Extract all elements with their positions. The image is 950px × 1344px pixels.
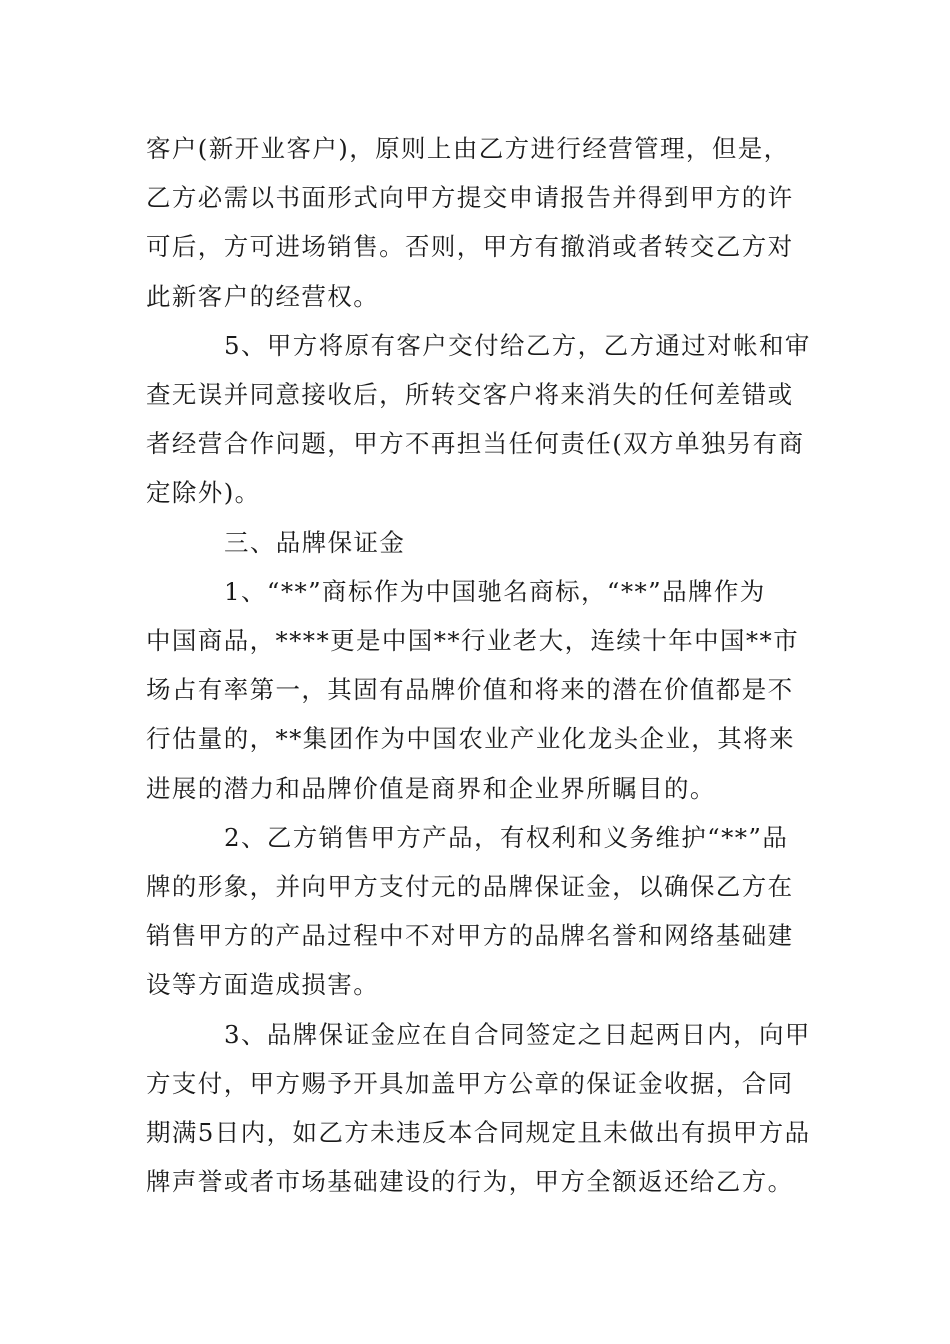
text-line: 进展的潜力和品牌价值是商界和企业界所瞩目的。 (146, 773, 716, 803)
paragraph-item-3 (146, 1010, 811, 1207)
section-heading-brand-deposit (146, 518, 806, 567)
text-line: 中国商品，****更是中国**行业老大，连续十年中国**市 (146, 626, 800, 656)
text-line: 此新客户的经营权。 (146, 281, 380, 311)
text-line: 方支付，甲方赐予开具加盖甲方公章的保证金收据，合同 (146, 1068, 794, 1098)
text-line: 场占有率第一，其固有品牌价值和将来的潜在价值都是不 (146, 675, 794, 705)
paragraph-item-2 (146, 813, 806, 1010)
text-line: 定除外)。 (146, 478, 261, 508)
text-line: 5、甲方将原有客户交付给乙方，乙方通过对帐和审 (224, 330, 811, 360)
text-line: 客户(新开业客户)，原则上由乙方进行经营管理，但是， (146, 134, 790, 163)
text-line: 牌声誉或者市场基础建设的行为，甲方全额返还给乙方。 (146, 1167, 794, 1197)
text-line: 2、乙方销售甲方产品，有权利和义务维护“**”品 (224, 822, 789, 852)
text-line: 1、“**”商标作为中国驰名商标，“**”品牌作为 (224, 576, 766, 606)
text-line: 可后，方可进场销售。否则，甲方有撤消或者转交乙方对 (146, 232, 794, 262)
text-line: 期满5日内，如乙方未违反本合同规定且未做出有损甲方品 (146, 1118, 811, 1148)
text-line: 乙方必需以书面形式向甲方提交申请报告并得到甲方的许 (146, 183, 794, 213)
text-line: 行估量的，**集团作为中国农业产业化龙头企业，其将来 (146, 724, 795, 754)
text-line: 销售甲方的产品过程中不对甲方的品牌名誉和网络基础建 (146, 921, 794, 951)
text-line: 者经营合作问题，甲方不再担当任何责任(双方单独另有商 (146, 429, 805, 459)
contract-body-text (146, 124, 811, 1206)
text-line: 3、品牌保证金应在自合同签定之日起两日内，向甲 (224, 1019, 811, 1049)
text-line: 查无误并同意接收后，所转交客户将来消失的任何差错或 (146, 380, 794, 410)
text-line: 设等方面造成损害。 (146, 970, 380, 1000)
paragraph-item-5 (146, 321, 811, 518)
paragraph-new-customer (146, 124, 806, 321)
paragraph-item-1 (146, 567, 806, 813)
text-line: 三、品牌保证金 (224, 527, 406, 557)
text-line: 牌的形象，并向甲方支付元的品牌保证金，以确保乙方在 (146, 872, 794, 902)
